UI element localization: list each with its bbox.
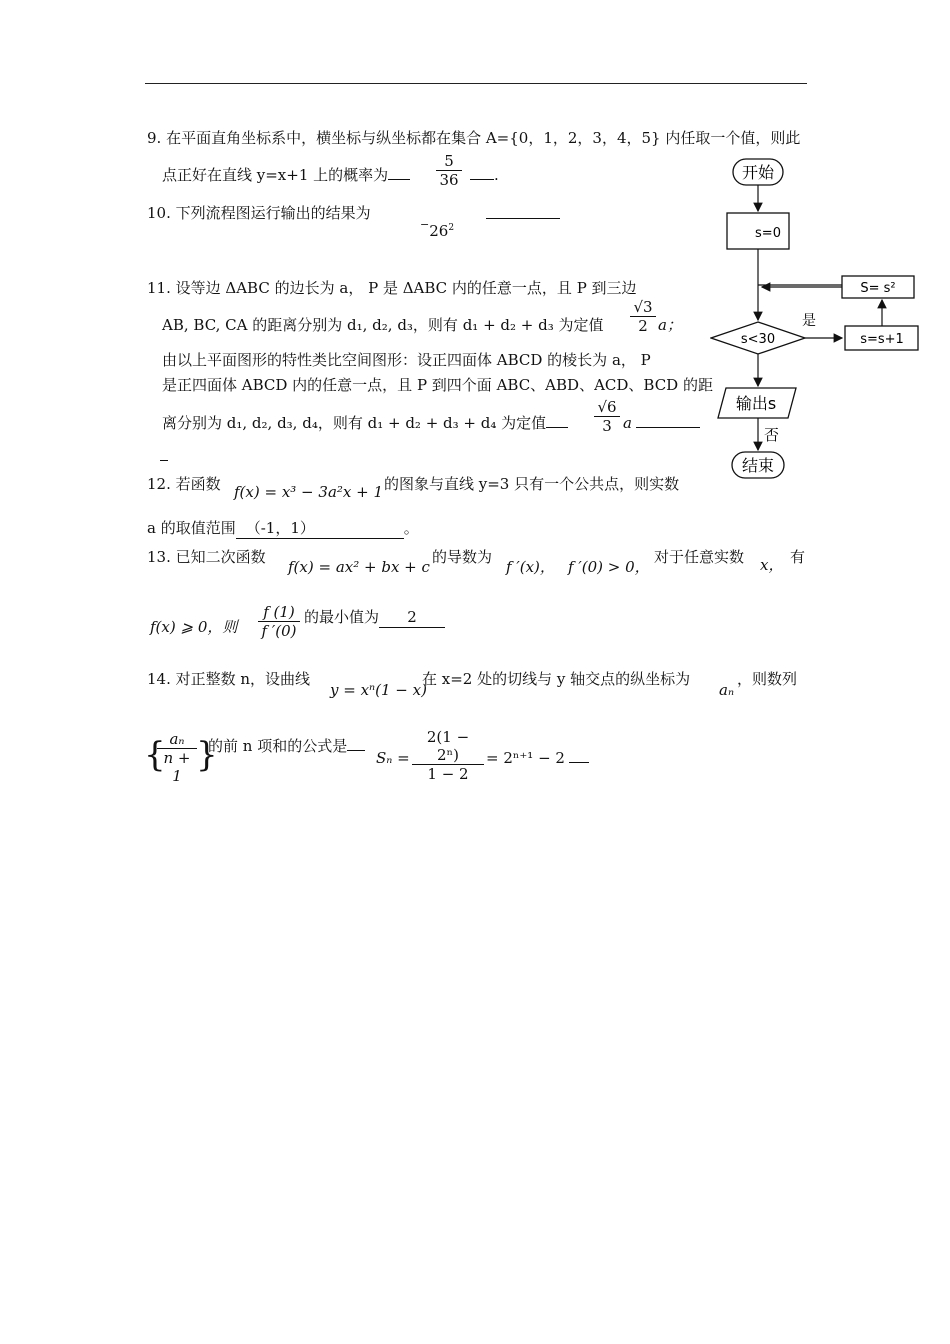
q11-line2-post: a； xyxy=(658,316,682,334)
q12-line1-pre: 12. 若函数 xyxy=(147,475,221,493)
q11-line2-den: 2 xyxy=(638,317,648,335)
q11-line1: 11. 设等边 ΔABC 的边长为 a， P 是 ΔABC 内的任意一点，且 P 到三边 xyxy=(147,279,637,297)
q14-sum-post xyxy=(486,748,589,768)
flow-square-label: S= s² xyxy=(860,281,896,296)
flow-start-label: 开始 xyxy=(741,163,775,182)
q14-seq-num: aₙ xyxy=(157,730,197,749)
q14-seq-den: n + 1 xyxy=(163,749,191,785)
q12-line1-post: 的图象与直线 y=3 只有一个公共点，则实数 xyxy=(384,475,680,493)
q11-line5 xyxy=(162,413,568,433)
q11-answer xyxy=(594,398,620,435)
q11-line2: AB, BC, CA 的距离分别为 d₁, d₂, d₃，则有 d₁ + d₂ + d₃ 为定值 xyxy=(162,316,604,334)
q14-line2-text: 的前 n 项和的公式是 xyxy=(208,737,348,755)
flow-output-label: 输出s xyxy=(735,394,777,413)
q13-cond: f ′(0) > 0， xyxy=(568,558,650,576)
q11-trail xyxy=(160,460,168,461)
q10-blank xyxy=(486,218,560,219)
q9-answer-num: 5 xyxy=(436,152,462,171)
q10-answer-pre: − xyxy=(420,218,430,231)
q13-have: 有 xyxy=(790,548,806,566)
q10-answer-value: 26 xyxy=(429,222,449,240)
q9-answer xyxy=(436,152,462,189)
q14-an: aₙ xyxy=(719,681,735,699)
q11-line2-frac xyxy=(630,298,656,335)
q14-seq-frac xyxy=(157,730,197,785)
q14-line2-mid xyxy=(208,736,365,756)
q9-end: . xyxy=(494,166,499,184)
q11-line2-num: √3 xyxy=(630,298,656,317)
q11-answer-post xyxy=(623,413,700,433)
q14-sum-result: = 2ⁿ⁺¹ − 2 xyxy=(486,749,565,767)
q13-line1-pre: 13. 已知二次函数 xyxy=(147,548,266,566)
flow-condition-label: s<30 xyxy=(740,332,776,347)
flow-yes-label: 是 xyxy=(802,313,816,329)
q13-var: x， xyxy=(760,556,784,574)
q14-sum-frac xyxy=(412,728,484,783)
q11-answer-den: 3 xyxy=(602,417,612,435)
q14-sum-den: 1 − 2 xyxy=(427,765,469,783)
q13-frac-den: f ′(0) xyxy=(261,622,297,640)
q14-line1-end: ，则数列 xyxy=(737,670,798,688)
q12-answer: （-1，1） xyxy=(236,518,404,539)
flow-no-label: 否 xyxy=(764,426,780,444)
flow-init-label: s=0 xyxy=(755,226,781,241)
q13-mid: 的导数为 xyxy=(432,548,493,566)
q11-answer-num: √6 xyxy=(594,398,620,417)
flow-end-label: 结束 xyxy=(741,456,775,475)
q13-frac-num: f (1) xyxy=(258,603,300,622)
flow-inc-label: s=s+1 xyxy=(860,332,904,347)
q10-text: 10. 下列流程图运行输出的结果为 xyxy=(147,204,371,222)
q10-answer-sup: 2 xyxy=(448,223,455,233)
q11-line5-text: 离分别为 d₁, d₂, d₃, d₄，则有 d₁ + d₂ + d₃ + d₄ 为定值 xyxy=(162,414,547,432)
q9-line1: 9. 在平面直角坐标系中，横坐标与纵坐标都在集合 A={0，1，2，3，4，5} 内任取一个值，则此 xyxy=(147,129,801,147)
flowchart xyxy=(710,150,950,490)
q9-line2-text: 点正好在直线 y=x+1 上的概率为 xyxy=(162,166,389,184)
q13-line2-text: 的最小值为 xyxy=(304,608,380,626)
q9-tail xyxy=(470,165,499,185)
q11-answer-a: a xyxy=(623,414,632,432)
q13-answer: 2 xyxy=(379,607,445,628)
q12-formula: f(x) = x³ − 3a²x + 1 xyxy=(234,483,384,501)
q11-line3: 由以上平面图形的特性类比空间图形：设正四面体 ABCD 的棱长为 a， P xyxy=(162,351,651,369)
q14-sum-num: 2(1 − 2ⁿ) xyxy=(412,728,484,765)
header-rule xyxy=(145,83,807,84)
q14-brace-left: { xyxy=(144,735,166,775)
q9-line2 xyxy=(162,165,410,185)
q13-formula: f(x) = ax² + bx + c xyxy=(288,558,430,576)
q11-line4: 是正四面体 ABCD 内的任意一点，且 P 到四个面 ABC、ABD、ACD、BCD 的距 xyxy=(162,376,713,394)
q13-line2-post xyxy=(304,607,445,628)
q13-line2-pre: f(x) ⩾ 0，则 xyxy=(150,618,238,636)
q9-answer-den: 36 xyxy=(439,171,459,189)
q10-answer xyxy=(420,215,454,241)
q12-line2-text: a 的取值范围 xyxy=(147,519,236,537)
q13-post: 对于任意实数 xyxy=(654,548,745,566)
q14-line1-pre: 14. 对正整数 n，设曲线 xyxy=(147,670,311,688)
q14-sn: Sₙ = xyxy=(376,749,410,767)
q14-line1-post: 在 x=2 处的切线与 y 轴交点的纵坐标为 xyxy=(422,670,691,688)
q13-frac xyxy=(258,603,300,640)
q14-brace-right: } xyxy=(196,735,218,775)
q13-deriv: f ′(x)， xyxy=(506,558,555,576)
q12-line2: a 的取值范围 （-1，1） 。 xyxy=(147,519,419,537)
q14-curve: y = xⁿ(1 − x) xyxy=(330,681,427,699)
